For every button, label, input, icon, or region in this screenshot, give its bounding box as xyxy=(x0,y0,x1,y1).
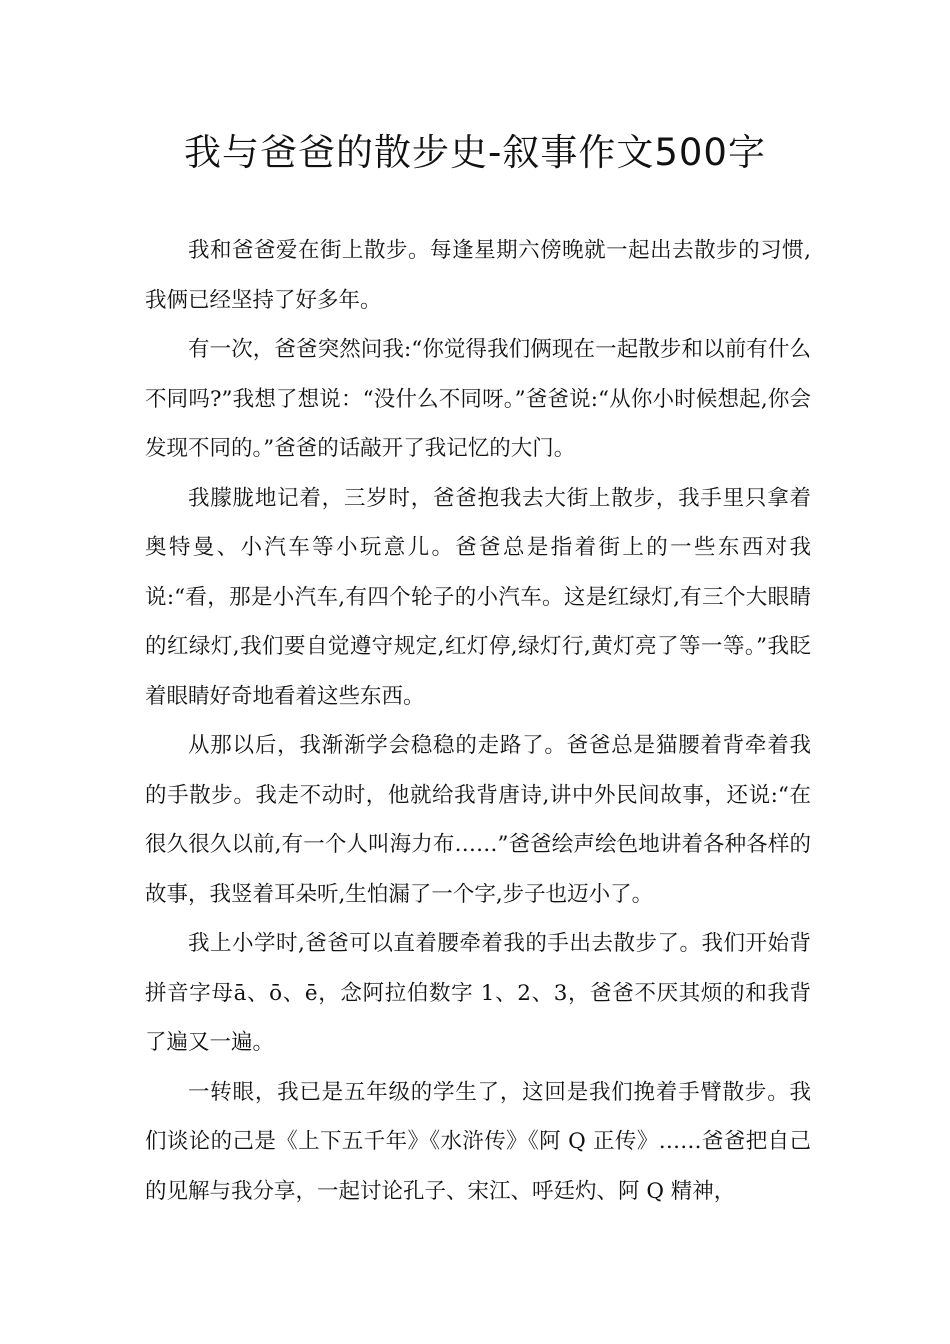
document-body xyxy=(145,226,811,1216)
paragraph-3: 我朦胧地记着，三岁时，爸爸抱我去大街上散步，我手里只拿着奥特曼、小汽车等小玩意儿。爸爸总是指着街上的一些东西对我说:“看，那是小汽车,有四个轮子的小汽车。这是红绿灯,有三个大眼睛的红绿灯,我们要自觉遵守规定,红灯停,绿灯行,黄灯亮了等一等。”我眨着眼睛好奇地看着这些东西。 xyxy=(145,485,811,709)
paragraph-6: 一转眼，我已是五年级的学生了，这回是我们挽着手臂散步。我们谈论的己是《上下五千年》《水浒传》《阿 Q 正传》……爸爸把自己的见解与我分享，一起讨论孔子、宋江、呼廷灼、阿 Q 精神， xyxy=(145,1079,811,1204)
paragraph-5: 我上小学时,爸爸可以直着腰牵着我的手出去散步了。我们开始背拼音字母ā、ō、ē，念阿拉伯数字 1、2、3，爸爸不厌其烦的和我背了遍又一遍。 xyxy=(145,931,811,1055)
paragraph-4: 从那以后，我渐渐学会稳稳的走路了。爸爸总是猫腰着背牵着我的手散步。我走不动时，他就给我背唐诗,讲中外民间故事，还说:“在很久很久以前,有一个人叫海力布……”爸爸绘声绘色地讲着各种各样的故事，我竖着耳朵听,生怕漏了一个字,步子也迈小了。 xyxy=(145,733,811,907)
document-title: 我与爸爸的散步史-叙事作文500字 xyxy=(184,131,766,174)
paragraph-1: 我和爸爸爱在街上散步。每逢星期六傍晚就一起出去散步的习惯,我俩已经坚持了好多年。 xyxy=(145,238,811,313)
paragraph-2: 有一次，爸爸突然问我:“你觉得我们俩现在一起散步和以前有什么不同吗?”我想了想说：“没什么不同呀。”爸爸说:“从你小时候想起,你会发现不同的。”爸爸的话敲开了我记忆的大门。 xyxy=(145,337,811,461)
